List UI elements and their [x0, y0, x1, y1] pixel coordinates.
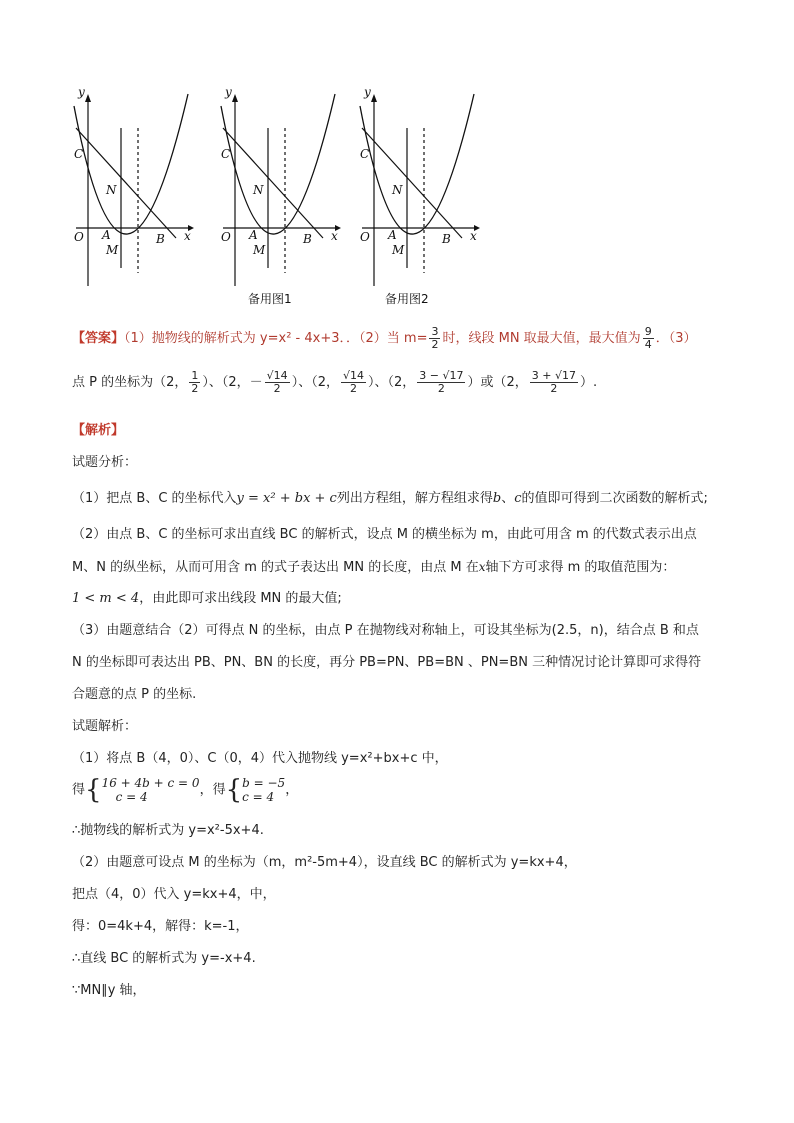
answer-tag: 【答案】 [72, 331, 125, 346]
svg-text:B: B [303, 232, 312, 246]
figure-backup-2 [352, 88, 482, 288]
analysis-tag: 【解析】 [72, 423, 125, 438]
svg-text:C: C [221, 147, 231, 161]
analysis-line: ∴抛物线的解析式为 y=x²-5x+4. [72, 823, 264, 838]
analysis-line: （1）把点 B、C 的坐标代入y = x² + bx + c列出方程组，解方程组求得b、c的值即可得到二次函数的解析式; [72, 491, 708, 506]
analysis-line: （2）由点 B、C 的坐标可求出直线 BC 的解析式，设点 M 的横坐标为 m，由此可用含 m 的代数式表示出点 [72, 527, 697, 542]
analysis-line: 试题分析： [72, 455, 138, 470]
svg-text:B: B [156, 232, 165, 246]
svg-text:O: O [221, 230, 231, 244]
max-fraction: $\frac{9}{4}$ [644, 325, 652, 351]
figure-main [66, 88, 196, 288]
svg-text:C: C [74, 147, 84, 161]
svg-text:B: B [442, 232, 451, 246]
equation-system-line: 得{ 16 + 4b + c = 0 c = 4 ，得{ b = −5 c = 4 ， [72, 775, 299, 805]
svg-text:A: A [249, 228, 258, 242]
svg-text:x: x [331, 229, 338, 243]
svg-text:N: N [253, 183, 264, 197]
svg-text:M: M [106, 243, 119, 257]
svg-text:x: x [184, 229, 191, 243]
figure-caption-2: 备用图2 [385, 292, 429, 306]
analysis-line: M、N 的纵坐标，从而可用含 m 的式子表达出 MN 的长度，由点 M 在x轴下方可求得 m 的取值范围为： [72, 560, 676, 575]
analysis-line: （3）由题意结合（2）可得点 N 的坐标，由点 P 在抛物线对称轴上，可设其坐标为(2.5，n)，结合点 B 和点 [72, 623, 699, 638]
svg-text:A: A [102, 228, 111, 242]
analysis-line: ∵MN∥y 轴， [72, 983, 146, 998]
answer-line-1: 【答案】（1）抛物线的解析式为 y=x² - 4x+3．．（2）当 m= $\frac{3}{2}$ 时，线段 MN 取最大值，最大值为 $\frac{9}{4}$ ．（3） [72, 325, 697, 351]
equation-system-1: 16 + 4b + c = 0 c = 4 [101, 776, 200, 804]
answer-line-2: 点 P 的坐标为（2， $\frac{1}{2}$ ）、（2，－ $\frac{√14}{2}$ ）、（2， $\frac{√14}{2}$ ）、（2， $\frac{3 - √17}{2}$ ）或（2， $\frac{3 + √17}{2}$ ）. [72, 369, 598, 395]
analysis-line: 合题意的点 P 的坐标. [72, 687, 197, 702]
parabola-graph [213, 88, 343, 288]
svg-text:M: M [253, 243, 266, 257]
svg-text:O: O [74, 230, 84, 244]
svg-text:y: y [78, 88, 85, 99]
figure-backup-1 [213, 88, 343, 288]
analysis-line: N 的坐标即可表达出 PB、PN、BN 的长度，再分 PB=PN、PB=BN 、PN=BN 三种情况讨论计算即可求得符 [72, 655, 702, 670]
analysis-line: （2）由题意可设点 M 的坐标为（m，m²-5m+4），设直线 BC 的解析式为 y=kx+4， [72, 855, 577, 870]
analysis-line: 得：0=4k+4，解得：k=-1， [72, 919, 249, 934]
analysis-line: ∴直线 BC 的解析式为 y=-x+4. [72, 951, 256, 966]
analysis-line: 把点（4，0）代入 y=kx+4，中， [72, 887, 276, 902]
analysis-line: 1 < m < 4，由此即可求出线段 MN 的最大值; [72, 591, 342, 606]
svg-text:C: C [360, 147, 370, 161]
svg-text:M: M [392, 243, 405, 257]
svg-text:N: N [392, 183, 403, 197]
analysis-line: 试题解析： [72, 719, 138, 734]
svg-text:N: N [106, 183, 117, 197]
parabola-graph [352, 88, 482, 288]
analysis-line: （1）将点 B（4，0）、C（0，4）代入抛物线 y=x²+bx+c 中， [72, 751, 448, 766]
equation-system-2: b = −5 c = 4 [242, 776, 286, 804]
svg-text:x: x [470, 229, 477, 243]
svg-text:y: y [225, 88, 232, 99]
figure-caption-1: 备用图1 [248, 292, 292, 306]
parabola-graph [66, 88, 196, 288]
svg-text:O: O [360, 230, 370, 244]
svg-text:y: y [364, 88, 371, 99]
svg-text:A: A [388, 228, 397, 242]
m-fraction: $\frac{3}{2}$ [431, 325, 439, 351]
